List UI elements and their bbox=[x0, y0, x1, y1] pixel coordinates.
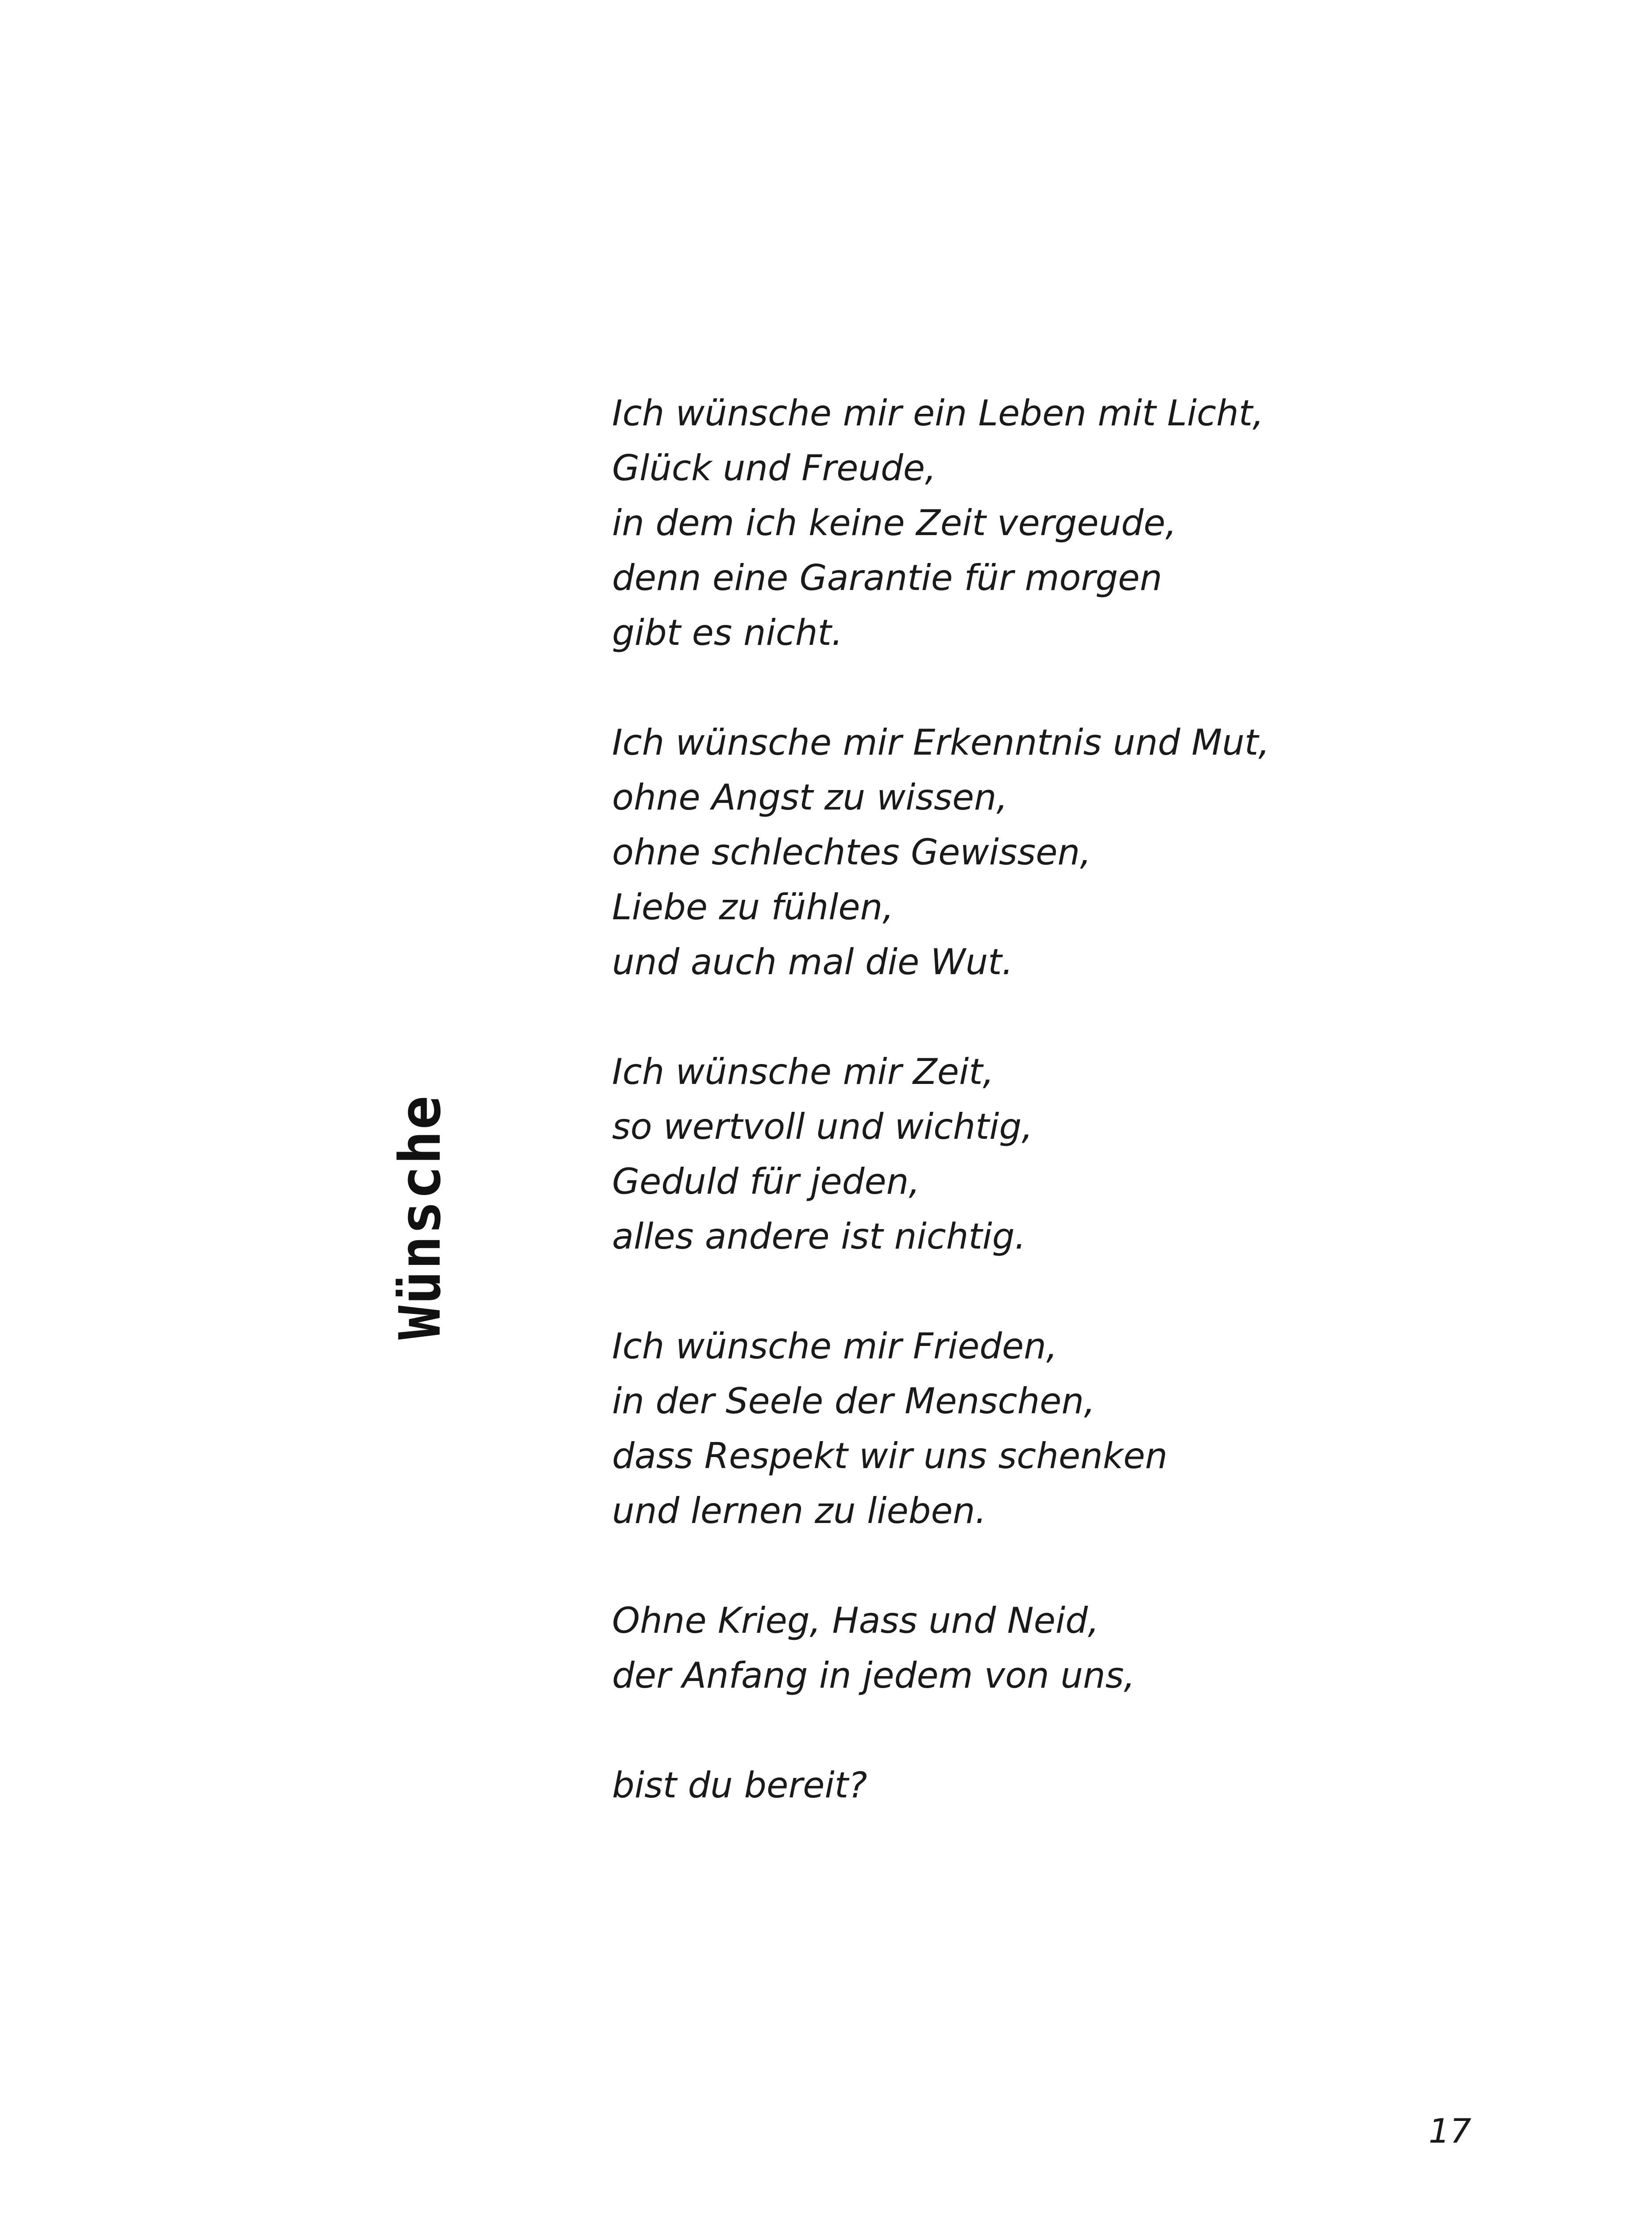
poem-line: Ich wünsche mir Frieden, bbox=[612, 1326, 1058, 1367]
poem-line: Glück und Freude, bbox=[612, 447, 936, 489]
poem-line: dass Respekt wir uns schenken bbox=[612, 1435, 1168, 1477]
poem-line: bist du bereit? bbox=[612, 1765, 867, 1806]
poem-line: und auch mal die Wut. bbox=[612, 941, 1013, 983]
poem-line: ohne Angst zu wissen, bbox=[612, 777, 1008, 818]
poem-line: ohne schlechtes Gewissen, bbox=[612, 832, 1091, 873]
stanza-3 bbox=[612, 1045, 1497, 1264]
poem-title: Wünsche bbox=[387, 1095, 454, 1340]
poem-line: alles andere ist nichtig. bbox=[612, 1216, 1026, 1257]
poem-line: und lernen zu lieben. bbox=[612, 1490, 986, 1531]
stanza-4 bbox=[612, 1319, 1497, 1538]
poem-line: gibt es nicht. bbox=[612, 612, 843, 653]
poem-line: Ich wünsche mir Zeit, bbox=[612, 1051, 994, 1092]
stanza-5 bbox=[612, 1593, 1497, 1703]
poem-line: Ich wünsche mir Erkenntnis und Mut, bbox=[612, 722, 1270, 763]
poem-line: in der Seele der Menschen, bbox=[612, 1380, 1095, 1422]
poem-line: denn eine Garantie für morgen bbox=[612, 557, 1163, 598]
poem-line: Ich wünsche mir ein Leben mit Licht, bbox=[612, 393, 1264, 434]
stanza-1 bbox=[612, 386, 1497, 660]
poem-line: Liebe zu fühlen, bbox=[612, 887, 894, 928]
poem-line: Ohne Krieg, Hass und Neid, bbox=[612, 1600, 1099, 1641]
poem-line: Geduld für jeden, bbox=[612, 1161, 920, 1202]
stanza-2 bbox=[612, 715, 1497, 990]
stanza-6 bbox=[612, 1758, 1497, 1813]
poem-line: so wertvoll und wichtig, bbox=[612, 1106, 1033, 1147]
poem-body bbox=[612, 386, 1497, 1813]
poem-line: der Anfang in jedem von uns, bbox=[612, 1655, 1135, 1696]
page-number: 17 bbox=[1429, 2111, 1471, 2151]
poem-line: in dem ich keine Zeit vergeude, bbox=[612, 502, 1177, 544]
